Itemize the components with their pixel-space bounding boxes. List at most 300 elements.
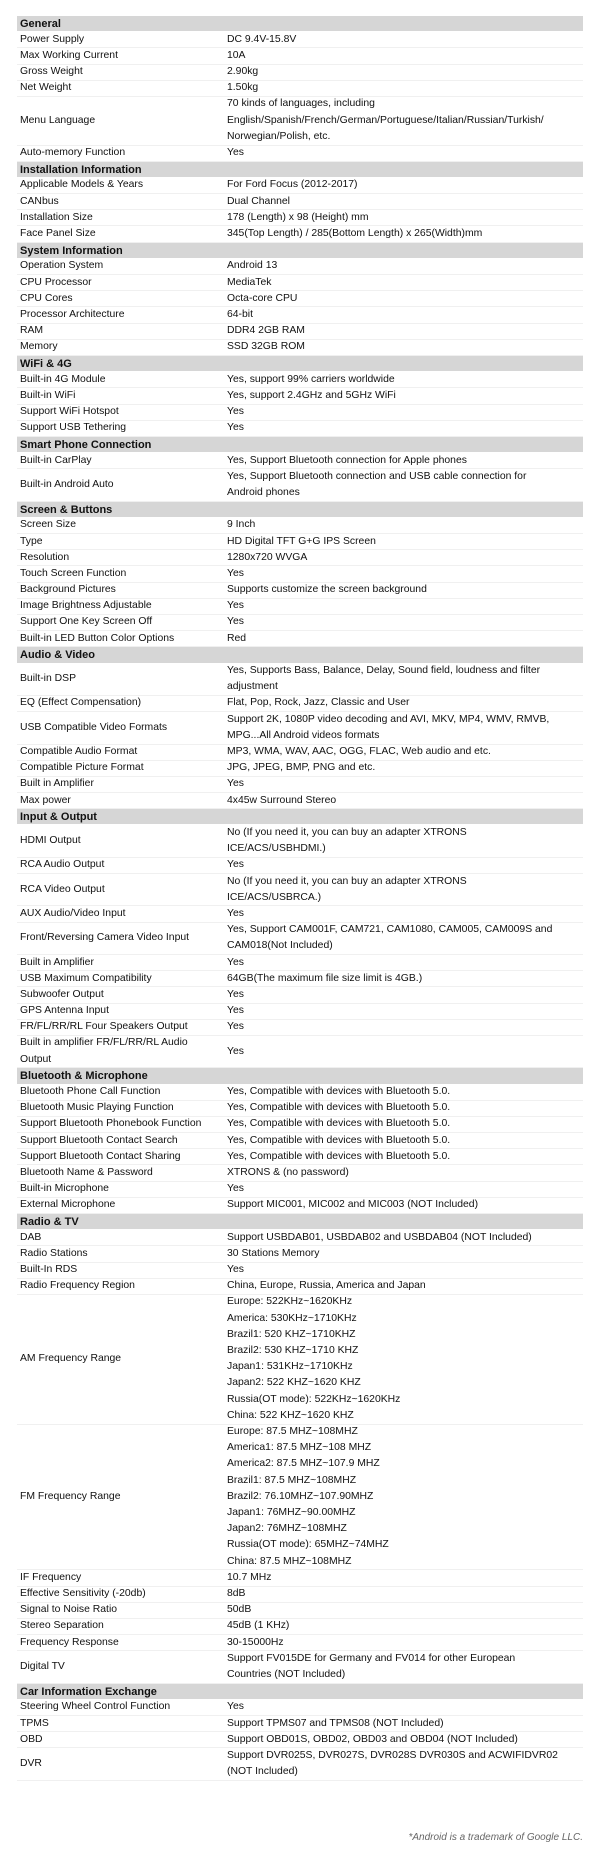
- spec-value: [227, 1100, 583, 1116]
- spec-label-line: Stereo Separation: [20, 1620, 104, 1632]
- spec-label-line: Support USB Tethering: [20, 422, 127, 434]
- spec-label-line: Net Weight: [20, 82, 72, 94]
- spec-value-line: 30-15000Hz: [227, 1636, 284, 1648]
- spec-value: [227, 372, 583, 388]
- spec-label-line: Built-in Microphone: [20, 1183, 109, 1195]
- spec-label-line: CPU Cores: [20, 292, 73, 304]
- spec-label-line: Compatible Picture Format: [20, 762, 144, 774]
- spec-row: [17, 534, 583, 550]
- spec-value-line: 64-bit: [227, 308, 253, 320]
- spec-label: [17, 1246, 227, 1262]
- spec-value: [227, 955, 583, 971]
- spec-row: [17, 696, 583, 712]
- spec-label-line: Operation System: [20, 260, 104, 272]
- spec-label: [17, 339, 227, 355]
- spec-label-line: CPU Processor: [20, 276, 92, 288]
- spec-row: [17, 210, 583, 226]
- spec-label: [17, 1635, 227, 1651]
- spec-value-line: No (If you need it, you can buy an adapter XTRONS: [227, 875, 467, 887]
- spec-label: [17, 1489, 227, 1505]
- section-header: Car Information Exchange: [17, 1684, 583, 1700]
- spec-label-line: Built-in DSP: [20, 673, 77, 685]
- spec-value-line: Dual Channel: [227, 195, 290, 207]
- spec-label: [17, 1586, 227, 1602]
- spec-label-line: Support One Key Screen Off: [20, 616, 153, 628]
- spec-value-line: 8dB: [227, 1588, 246, 1600]
- spec-row: [17, 1198, 583, 1214]
- spec-value: [227, 275, 583, 291]
- spec-value-line: Support MIC001, MIC002 and MIC003 (NOT Included): [227, 1199, 479, 1211]
- spec-value: [227, 663, 583, 695]
- spec-label: [17, 882, 227, 898]
- spec-label-line: External Microphone: [20, 1199, 116, 1211]
- spec-value-line: Red: [227, 632, 247, 644]
- spec-row: [17, 1020, 583, 1036]
- spec-row: [17, 1635, 583, 1651]
- spec-row: [17, 194, 583, 210]
- spec-label-line: Radio Frequency Region: [20, 1280, 135, 1292]
- spec-value: [227, 712, 583, 744]
- spec-value: [227, 339, 583, 355]
- spec-label: [17, 323, 227, 339]
- spec-value-line: Countries (NOT Included): [227, 1668, 346, 1680]
- spec-row: [17, 1004, 583, 1020]
- spec-label: [17, 1756, 227, 1772]
- spec-value-line: SSD 32GB ROM: [227, 341, 305, 353]
- spec-value: [227, 177, 583, 193]
- spec-row: [17, 566, 583, 582]
- spec-value: [227, 695, 583, 711]
- spec-row: [17, 1133, 583, 1149]
- spec-value-line: Japan2: 522 KHZ~1620 KHZ: [227, 1377, 361, 1389]
- spec-row: [17, 550, 583, 566]
- spec-label-line: CANbus: [20, 195, 59, 207]
- spec-value: [227, 582, 583, 598]
- spec-value-line: Europe: 87.5 MHZ~108MHZ: [227, 1426, 358, 1438]
- spec-label-line: Compatible Audio Format: [20, 746, 138, 758]
- spec-value-line: adjustment: [227, 681, 278, 693]
- spec-value-line: China: 522 KHZ~1620 KHZ: [227, 1409, 354, 1421]
- spec-value-line: Yes: [227, 907, 244, 919]
- spec-value-line: 10A: [227, 49, 246, 61]
- spec-value: [227, 32, 583, 48]
- spec-label-line: Bluetooth Name & Password: [20, 1166, 153, 1178]
- spec-label: [17, 388, 227, 404]
- spec-label-line: Subwoofer Output: [20, 988, 104, 1000]
- spec-row: [17, 405, 583, 421]
- spec-row: [17, 518, 583, 534]
- spec-row: [17, 745, 583, 761]
- spec-value-line: Support FV015DE for Germany and FV014 for other European: [227, 1652, 516, 1664]
- spec-value-line: Yes, Compatible with devices with Bluetooth 5.0.: [227, 1150, 451, 1162]
- spec-value-line: Japan2: 76MHZ~108MHZ: [227, 1523, 347, 1535]
- spec-row: [17, 777, 583, 793]
- spec-row: [17, 615, 583, 631]
- spec-label-line: Background Pictures: [20, 584, 116, 596]
- spec-value: [227, 1732, 583, 1748]
- spec-row: [17, 599, 583, 615]
- spec-value-line: Yes: [227, 616, 244, 628]
- spec-value: [227, 825, 583, 857]
- spec-label: [17, 695, 227, 711]
- spec-row: [17, 793, 583, 809]
- spec-label-line: IF Frequency: [20, 1571, 82, 1583]
- spec-value-line: ICE/ACS/USBHDMI.): [227, 843, 326, 855]
- spec-value-line: No (If you need it, you can buy an adapter XTRONS: [227, 826, 467, 838]
- spec-row: [17, 178, 583, 194]
- spec-value: [227, 793, 583, 809]
- spec-label-line: Type: [20, 535, 43, 547]
- spec-value: [227, 453, 583, 469]
- spec-label: [17, 1003, 227, 1019]
- spec-value: [227, 1197, 583, 1213]
- section-header: Bluetooth & Microphone: [17, 1068, 583, 1084]
- spec-label: [17, 404, 227, 420]
- spec-label: [17, 987, 227, 1003]
- spec-row: [17, 1279, 583, 1295]
- spec-label-line: USB Compatible Video Formats: [20, 721, 168, 733]
- spec-label: [17, 534, 227, 550]
- section-header: General: [17, 16, 583, 32]
- spec-label-line: Built-In RDS: [20, 1264, 78, 1276]
- spec-label-line: Auto-memory Function: [20, 147, 126, 159]
- spec-label-line: FR/FL/RR/RL Four Speakers Output: [20, 1021, 188, 1033]
- spec-label-line: AM Frequency Range: [20, 1353, 122, 1365]
- spec-label: [17, 48, 227, 64]
- spec-label-line: Applicable Models & Years: [20, 179, 144, 191]
- spec-value-line: CAM018(Not Included): [227, 940, 333, 952]
- spec-value: [227, 145, 583, 161]
- spec-value-line: Brazil1: 87.5 MHZ~108MHZ: [227, 1474, 357, 1486]
- spec-label: [17, 1716, 227, 1732]
- spec-row: [17, 761, 583, 777]
- spec-row: [17, 1246, 583, 1262]
- spec-value: [227, 517, 583, 533]
- spec-value-line: Support OBD01S, OBD02, OBD03 and OBD04 (NOT Included): [227, 1733, 518, 1745]
- spec-value-line: Yes, Compatible with devices with Bluetooth 5.0.: [227, 1118, 451, 1130]
- spec-row: [17, 1587, 583, 1603]
- spec-value-line: America1: 87.5 MHZ~108 MHZ: [227, 1442, 372, 1454]
- spec-label-line: Processor Architecture: [20, 308, 125, 320]
- spec-value: [227, 1618, 583, 1634]
- spec-label: [17, 1084, 227, 1100]
- spec-label-line: Built in Amplifier: [20, 956, 94, 968]
- spec-value: [227, 598, 583, 614]
- spec-label-line: Power Supply: [20, 33, 85, 45]
- spec-label: [17, 1035, 227, 1067]
- trademark-note: *Android is a trademark of Google LLC.: [408, 1832, 583, 1843]
- spec-value: [227, 96, 583, 145]
- spec-value-line: Yes: [227, 956, 244, 968]
- spec-label-line: Max Working Current: [20, 49, 118, 61]
- spec-label-line: Built-in LED Button Color Options: [20, 632, 175, 644]
- spec-label-line: Steering Wheel Control Function: [20, 1701, 171, 1713]
- section-header: Radio & TV: [17, 1214, 583, 1230]
- spec-row: [17, 1036, 583, 1068]
- spec-label-line: EQ (Effect Compensation): [20, 697, 142, 709]
- spec-label: [17, 1262, 227, 1278]
- spec-value-line: 70 kinds of languages, including: [227, 98, 375, 110]
- spec-value-line: 45dB (1 KHz): [227, 1620, 290, 1632]
- spec-value-line: Japan1: 76MHZ~90.00MHZ: [227, 1507, 356, 1519]
- spec-value: [227, 1044, 583, 1060]
- spec-value-line: Yes: [227, 988, 244, 1000]
- spec-label-line: AUX Audio/Video Input: [20, 907, 126, 919]
- spec-value: [227, 1748, 583, 1780]
- spec-value-line: 4x45w Surround Stereo: [227, 794, 337, 806]
- spec-row: [17, 664, 583, 696]
- spec-row: [17, 1732, 583, 1748]
- spec-value: [227, 922, 583, 954]
- spec-row: [17, 1651, 583, 1683]
- spec-value-line: 1280x720 WVGA: [227, 551, 308, 563]
- spec-label: [17, 64, 227, 80]
- spec-value: [227, 744, 583, 760]
- spec-label: [17, 1570, 227, 1586]
- spec-value-line: China: 87.5 MHZ~108MHZ: [227, 1555, 352, 1567]
- spec-value-line: Yes: [227, 600, 244, 612]
- spec-value-line: Yes, Support Bluetooth connection and USB cable connection for: [227, 470, 527, 482]
- spec-label: [17, 614, 227, 630]
- spec-label: [17, 793, 227, 809]
- spec-value: [227, 291, 583, 307]
- spec-label: [17, 1197, 227, 1213]
- spec-value-line: English/Spanish/French/German/Portuguese/Italian/Russian/Turkish/: [227, 114, 544, 126]
- spec-row: [17, 1165, 583, 1181]
- spec-value: [227, 1262, 583, 1278]
- spec-value-line: For Ford Focus (2012-2017): [227, 179, 358, 191]
- spec-label-line: Image Brightness Adjustable: [20, 600, 152, 612]
- spec-value: [227, 906, 583, 922]
- spec-value-line: Russia(OT mode): 522KHz~1620KHz: [227, 1393, 401, 1405]
- spec-label: [17, 275, 227, 291]
- spec-value: [227, 1230, 583, 1246]
- spec-row: [17, 923, 583, 955]
- spec-row: [17, 858, 583, 874]
- spec-value: [227, 404, 583, 420]
- spec-label: [17, 1100, 227, 1116]
- spec-value-line: Yes: [227, 1021, 244, 1033]
- spec-row: [17, 32, 583, 48]
- spec-label: [17, 930, 227, 946]
- spec-value-line: Europe: 522KHz~1620KHz: [227, 1296, 353, 1308]
- spec-value-line: America: 530KHz~1710KHz: [227, 1312, 357, 1324]
- spec-label-line: Digital TV: [20, 1660, 65, 1672]
- section-header: Smart Phone Connection: [17, 437, 583, 453]
- spec-value-line: Yes, Support Bluetooth connection for Apple phones: [227, 454, 467, 466]
- spec-value-line: Yes: [227, 1701, 244, 1713]
- spec-label: [17, 1149, 227, 1165]
- spec-value-line: Yes: [227, 147, 244, 159]
- spec-value-line: Yes: [227, 1005, 244, 1017]
- spec-label-line: RCA Audio Output: [20, 859, 105, 871]
- spec-value-line: Support TPMS07 and TPMS08 (NOT Included): [227, 1717, 444, 1729]
- spec-label-line: Radio Stations: [20, 1247, 88, 1259]
- spec-label-line: Face Panel Size: [20, 227, 96, 239]
- spec-value-line: Brazil2: 530 KHZ~1710 KHZ: [227, 1345, 359, 1357]
- spec-label: [17, 177, 227, 193]
- spec-row: [17, 81, 583, 97]
- spec-value: [227, 1246, 583, 1262]
- spec-value: [227, 1570, 583, 1586]
- spec-value: [227, 210, 583, 226]
- spec-label-line: Installation Size: [20, 211, 93, 223]
- spec-row: [17, 421, 583, 437]
- spec-row: [17, 1295, 583, 1425]
- spec-value-line: MP3, WMA, WAV, AAC, OGG, FLAC, Web audio and etc.: [227, 746, 491, 758]
- spec-value-line: Russia(OT mode): 65MHZ~74MHZ: [227, 1539, 389, 1551]
- spec-row: [17, 971, 583, 987]
- spec-row: [17, 1230, 583, 1246]
- spec-label-line: Bluetooth Phone Call Function: [20, 1086, 161, 1098]
- spec-label: [17, 1602, 227, 1618]
- spec-label: [17, 1230, 227, 1246]
- spec-value-line: 10.7 MHz: [227, 1571, 272, 1583]
- spec-label: [17, 1019, 227, 1035]
- spec-row: [17, 146, 583, 162]
- spec-value: [227, 760, 583, 776]
- spec-label-line: DVR: [20, 1758, 42, 1770]
- spec-row: [17, 874, 583, 906]
- spec-label: [17, 194, 227, 210]
- spec-label-line: Resolution: [20, 551, 70, 563]
- spec-value-line: HD Digital TFT G+G IPS Screen: [227, 535, 376, 547]
- spec-row: [17, 1101, 583, 1117]
- spec-label-line: RCA Video Output: [20, 883, 105, 895]
- spec-label: [17, 566, 227, 582]
- spec-value-line: Octa-core CPU: [227, 292, 298, 304]
- spec-value: [227, 323, 583, 339]
- spec-value-line: 9 Inch: [227, 519, 256, 531]
- spec-value-line: 178 (Length) x 98 (Height) mm: [227, 211, 369, 223]
- spec-label: [17, 857, 227, 873]
- spec-label: [17, 1618, 227, 1634]
- spec-value: [227, 987, 583, 1003]
- spec-label-line: Front/Reversing Camera Video Input: [20, 932, 190, 944]
- spec-label: [17, 582, 227, 598]
- spec-label: [17, 420, 227, 436]
- spec-value-line: Yes, Compatible with devices with Bluetooth 5.0.: [227, 1134, 451, 1146]
- spec-value-line: Yes: [227, 859, 244, 871]
- spec-value: [227, 857, 583, 873]
- spec-label: [17, 906, 227, 922]
- spec-value: [227, 1699, 583, 1715]
- spec-value: [227, 1278, 583, 1294]
- spec-value-line: Yes: [227, 778, 244, 790]
- spec-row: [17, 453, 583, 469]
- spec-value: [227, 1165, 583, 1181]
- spec-label: [17, 113, 227, 129]
- spec-label-line: Output: [20, 1053, 52, 1065]
- spec-value: [227, 534, 583, 550]
- spec-value-line: Yes: [227, 406, 244, 418]
- spec-row: [17, 65, 583, 81]
- spec-label-line: Built-in 4G Module: [20, 373, 106, 385]
- spec-value-line: America2: 87.5 MHZ~107.9 MHZ: [227, 1458, 380, 1470]
- spec-label-line: Touch Screen Function: [20, 567, 127, 579]
- spec-label: [17, 1165, 227, 1181]
- spec-label: [17, 145, 227, 161]
- spec-row: [17, 340, 583, 356]
- spec-value: [227, 307, 583, 323]
- spec-label: [17, 1278, 227, 1294]
- spec-value-line: 1.50kg: [227, 82, 259, 94]
- spec-value-line: ICE/ACS/USBRCA.): [227, 891, 322, 903]
- spec-label-line: HDMI Output: [20, 835, 81, 847]
- spec-label: [17, 1699, 227, 1715]
- spec-label-line: USB Maximum Compatibility: [20, 972, 152, 984]
- spec-label-line: Gross Weight: [20, 66, 83, 78]
- spec-row: [17, 48, 583, 64]
- spec-label-line: Frequency Response: [20, 1636, 119, 1648]
- spec-value-line: Yes, Compatible with devices with Bluetooth 5.0.: [227, 1086, 451, 1098]
- spec-label-line: Max power: [20, 794, 71, 806]
- spec-value: [227, 48, 583, 64]
- spec-value-line: 50dB: [227, 1604, 252, 1616]
- spec-value-line: XTRONS & (no password): [227, 1166, 349, 1178]
- spec-label-line: Built-in WiFi: [20, 389, 76, 401]
- spec-value-line: Yes: [227, 1183, 244, 1195]
- spec-value-line: Android 13: [227, 260, 278, 272]
- spec-row: [17, 1149, 583, 1165]
- spec-label: [17, 720, 227, 736]
- spec-label: [17, 1659, 227, 1675]
- spec-label-line: Bluetooth Music Playing Function: [20, 1102, 174, 1114]
- spec-value-line: Android phones: [227, 486, 300, 498]
- spec-label-line: DAB: [20, 1231, 42, 1243]
- spec-label-line: Built-in Android Auto: [20, 478, 114, 490]
- spec-row: [17, 825, 583, 857]
- spec-value-line: (NOT Included): [227, 1766, 298, 1778]
- spec-label: [17, 1116, 227, 1132]
- spec-label: [17, 1181, 227, 1197]
- spec-value: [227, 614, 583, 630]
- spec-value: [227, 1294, 583, 1424]
- spec-value-line: Support DVR025S, DVR027S, DVR028S DVR030S and ACWIFIDVR02: [227, 1749, 558, 1761]
- section-header: Screen & Buttons: [17, 502, 583, 518]
- section-header: Input & Output: [17, 809, 583, 825]
- spec-value-line: Japan1: 531KHz~1710KHz: [227, 1361, 353, 1373]
- spec-row: [17, 955, 583, 971]
- spec-value-line: 30 Stations Memory: [227, 1247, 320, 1259]
- spec-value: [227, 550, 583, 566]
- spec-value: [227, 64, 583, 80]
- spec-value: [227, 80, 583, 96]
- spec-value: [227, 388, 583, 404]
- spec-value: [227, 226, 583, 242]
- spec-value-line: China, Europe, Russia, America and Japan: [227, 1280, 426, 1292]
- spec-row: [17, 1700, 583, 1716]
- spec-value: [227, 1019, 583, 1035]
- spec-value-line: Yes: [227, 422, 244, 434]
- spec-label-line: OBD: [20, 1733, 43, 1745]
- spec-label: [17, 226, 227, 242]
- spec-label-line: RAM: [20, 325, 44, 337]
- section-header: Installation Information: [17, 162, 583, 178]
- spec-row: [17, 583, 583, 599]
- spec-value-line: Brazil2: 76.10MHZ~107.90MHZ: [227, 1490, 374, 1502]
- section-header: System Information: [17, 243, 583, 259]
- spec-label: [17, 744, 227, 760]
- spec-value-line: Norwegian/Polish, etc.: [227, 130, 331, 142]
- spec-value: [227, 566, 583, 582]
- spec-row: [17, 631, 583, 647]
- spec-row: [17, 1182, 583, 1198]
- spec-label: [17, 776, 227, 792]
- spec-label-line: Effective Sensitivity (-20db): [20, 1588, 146, 1600]
- spec-row: [17, 712, 583, 744]
- spec-label-line: Memory: [20, 341, 58, 353]
